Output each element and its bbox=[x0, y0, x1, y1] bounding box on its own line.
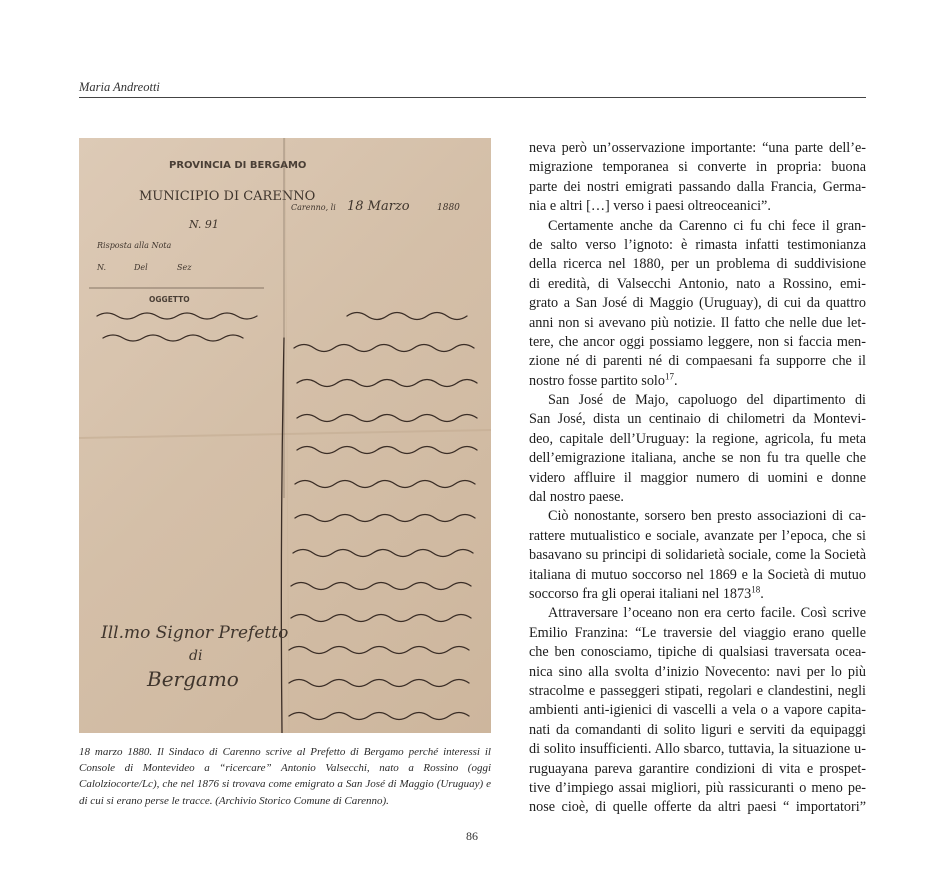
body-line-text: nostro fosse partito solo bbox=[529, 372, 665, 389]
historical-letter-photo bbox=[79, 138, 491, 733]
letterhead-sez: Sez bbox=[177, 263, 192, 272]
body-line-punctuation: . bbox=[760, 585, 764, 602]
body-line bbox=[529, 469, 866, 488]
body-line bbox=[529, 333, 866, 352]
body-line-text: basavano su principi di solidarietà sociale, come la Società bbox=[529, 547, 866, 564]
body-line bbox=[529, 430, 866, 449]
body-line-text: grato a San José di Maggio (Uruguay), di cui da quattro bbox=[529, 295, 866, 312]
footnote-ref: 18 bbox=[751, 584, 761, 595]
body-line-text: ambienti anti-igienici di vascelli a vela o a vapore capita- bbox=[529, 702, 866, 719]
page-number: 86 bbox=[466, 829, 478, 843]
body-line-text: nati da comandanti di solito liguri e serviti da equipaggi bbox=[529, 721, 866, 738]
body-line-text: di solito insufficienti. Allo sbarco, tuttavia, la situazione u- bbox=[529, 741, 866, 758]
body-line bbox=[529, 197, 866, 216]
body-line-text: della ricerca nel 1880, per un problema di suddivisione bbox=[529, 256, 866, 273]
letter-illustration bbox=[79, 138, 491, 733]
body-line-text: di eredità, di Valsecchi Antonio, nato a Rossino, emi- bbox=[529, 275, 866, 292]
body-line-text: Emilio Franzina: “Le traversie del viaggio erano quelle bbox=[529, 624, 866, 641]
body-line bbox=[529, 275, 866, 294]
body-line-text: parte dei nostri emigrati passando dalla Francia, Germa- bbox=[529, 178, 866, 195]
body-line bbox=[529, 566, 866, 585]
body-line bbox=[529, 721, 866, 740]
body-line bbox=[529, 158, 866, 177]
body-line bbox=[529, 663, 866, 682]
body-line-text: italiana di mutuo soccorso nel 1869 e la Società di mutuo bbox=[529, 566, 866, 583]
body-line bbox=[529, 779, 866, 798]
body-line bbox=[529, 217, 866, 236]
body-line bbox=[529, 488, 866, 507]
body-line-text: San José, dista un centinaio di chilometri da Montevi- bbox=[529, 411, 866, 428]
body-line-text: Attraversare l’oceano non era certo facile. Così scrive bbox=[548, 605, 866, 622]
letterhead-date-prefix: Carenno, li bbox=[291, 203, 336, 212]
handwritten-body bbox=[281, 313, 477, 734]
body-line-text: tere, che ancor oggi possiamo leggere, non si faccia men- bbox=[529, 333, 866, 350]
letterhead-date-hand: 18 Marzo bbox=[347, 199, 410, 214]
header-rule bbox=[79, 97, 866, 98]
letterhead-numero: N. 91 bbox=[189, 218, 219, 231]
body-line bbox=[529, 372, 866, 391]
body-line bbox=[529, 701, 866, 720]
body-line-text: Ciò nonostante, sorsero ben presto associazioni di ca- bbox=[548, 508, 866, 525]
body-line bbox=[529, 449, 866, 468]
body-line-text: San José de Majo, capoluogo del dipartimento di bbox=[548, 392, 866, 409]
body-line-text: videro affluire il maggior numero di uomini e donne bbox=[529, 469, 866, 486]
addressee-line-2: di bbox=[189, 648, 203, 664]
body-line bbox=[529, 314, 866, 333]
body-line bbox=[529, 507, 866, 526]
body-line-text: de salto verso l’ignoto: è rimasta infatti testimonianza bbox=[529, 236, 866, 253]
body-line-text: zione né di parenti né di compaesani fa supporre che il bbox=[529, 353, 866, 370]
body-line-text: che ben conosciamo, tipiche di qualsiasi traversata ocea- bbox=[529, 644, 866, 661]
letterhead-risposta: Risposta alla Nota bbox=[97, 241, 172, 250]
running-head: Maria Andreotti bbox=[79, 80, 160, 94]
body-line-text: deo, capitale dell’Uruguay: la regione, agricola, fu meta bbox=[529, 430, 866, 447]
body-line bbox=[529, 624, 866, 643]
body-line-text: migrazione temporanea si converte in propria: buona bbox=[529, 159, 866, 176]
body-line bbox=[529, 236, 866, 255]
body-line-text: soccorso fra gli operai italiani nel 1873 bbox=[529, 585, 752, 602]
body-text-column bbox=[529, 139, 866, 818]
body-line-text: rattere mutualistico e sociale, avanzate per l’epoca, che si bbox=[529, 527, 866, 544]
image-caption: 18 marzo 1880. Il Sindaco di Carenno scrive al Prefetto di Bergamo perché interessi il Console di Montevideo a “ricercare” Antonio Valsecchi, nato a Rossino (oggi Calolziocorte/Lc), che nel 1876 si trovava come emigrato a San José di Maggio (Uruguay) e di cui si erano perse le tracce. (Archivio Storico Comune di Carenno). bbox=[79, 746, 491, 807]
body-line-text: nia e altri […] verso i paesi oltreoceanici”. bbox=[529, 198, 771, 215]
body-line bbox=[529, 585, 866, 604]
letterhead-del: Del bbox=[134, 263, 148, 272]
body-line-text: dell’emigrazione italiana, anche se non fu tra quelle che bbox=[529, 450, 866, 467]
body-line-punctuation: . bbox=[673, 372, 678, 389]
body-line bbox=[529, 391, 866, 410]
body-line-text: anni non si avevano più notizie. Il fatto che nelle due let- bbox=[529, 314, 866, 331]
body-line-text: nose cioè, di quelle offerte da altri paesi “ importatori” bbox=[529, 799, 866, 816]
body-line-text: Certamente anche da Carenno ci fu chi fece il gran- bbox=[548, 217, 866, 234]
body-line bbox=[529, 546, 866, 565]
body-line-text: ruguayana pareva garantire condizioni di vita e prospet- bbox=[529, 760, 866, 777]
body-line bbox=[529, 139, 866, 158]
body-line bbox=[529, 255, 866, 274]
body-line bbox=[529, 798, 866, 817]
footnote-ref: 17 bbox=[664, 370, 674, 381]
body-line bbox=[529, 178, 866, 197]
body-line bbox=[529, 604, 866, 623]
body-line bbox=[529, 740, 866, 759]
body-line bbox=[529, 760, 866, 779]
body-line-text: dal nostro paese. bbox=[529, 489, 624, 506]
body-line-text: nica sino alla svolta d’inizio Novecento: navi per lo più bbox=[529, 663, 866, 680]
letterhead-oggetto: OGGETTO bbox=[149, 295, 190, 304]
body-line bbox=[529, 527, 866, 546]
body-line bbox=[529, 643, 866, 662]
body-line-text: tive d’impiego assai migliori, più rassicuranti o meno pe- bbox=[529, 779, 866, 796]
body-line-text: stracolme e passeggeri stipati, regolari e clandestini, negli bbox=[529, 682, 866, 699]
body-line-text: neva però un’osservazione importante: “una parte dell’e- bbox=[529, 140, 866, 156]
addressee-line-3: Bergamo bbox=[147, 667, 239, 691]
body-line bbox=[529, 352, 866, 371]
letterhead-municipio: MUNICIPIO DI CARENNO bbox=[139, 189, 316, 204]
body-line bbox=[529, 682, 866, 701]
body-line bbox=[529, 410, 866, 429]
letterhead-provincia: PROVINCIA DI BERGAMO bbox=[169, 160, 307, 171]
letterhead-n: N. bbox=[97, 263, 107, 272]
letterhead-year: 1880 bbox=[437, 203, 460, 213]
body-line bbox=[529, 294, 866, 313]
addressee-line-1: Ill.mo Signor Prefetto bbox=[101, 623, 289, 643]
